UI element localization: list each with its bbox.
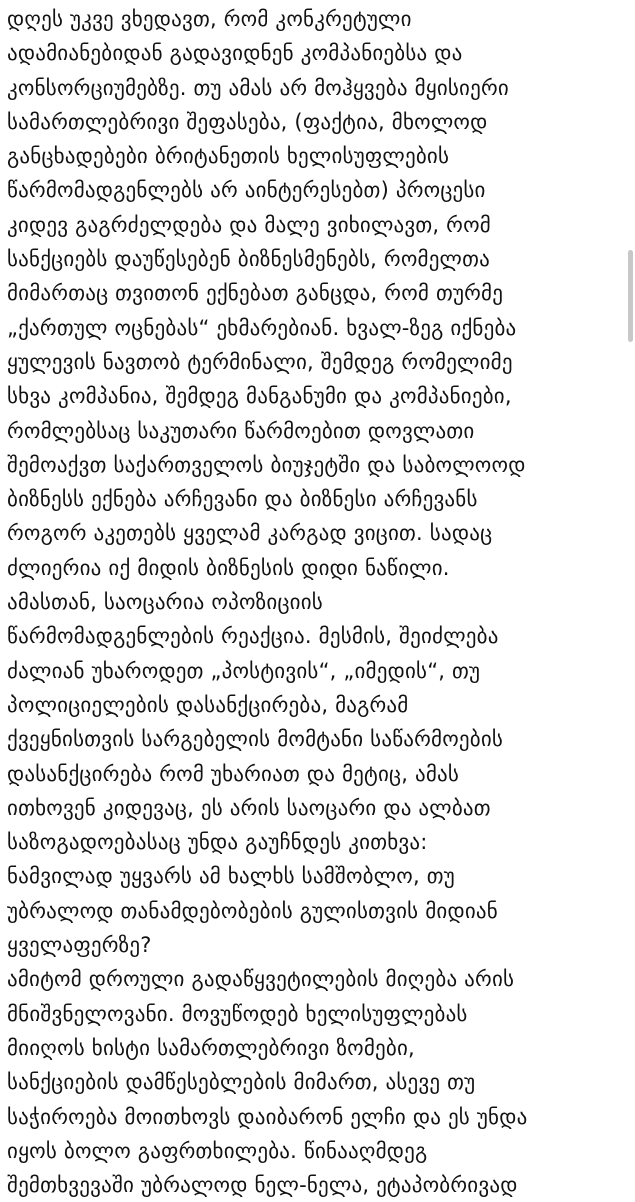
text-line: ამასთან, საოცარია ოპოზიციის [7, 590, 323, 615]
text-line: კონსორციუმებზე. თუ ამას არ მოჰყვება მყისიერი [7, 75, 509, 100]
text-line: ითხოვენ კიდევაც, ეს არის საოცარი და ალბათ [7, 795, 491, 820]
text-line: წარმომადგენლებს არ აინტერესებთ) პროცესი [7, 178, 486, 203]
text-line: სხვა კომპანია, შემდეგ მანგანუმი და კომპანიები, [7, 384, 512, 409]
text-line: ყველაფერზე? [7, 933, 152, 958]
text-line: სანქციებს დაუწესებენ ბიზნესმენებს, რომელთა [7, 247, 490, 272]
text-line: რომლებსაც საკუთარი წარმოებით დოვლათი [7, 418, 475, 443]
text-line: მნიშვნელოვანი. მოვუწოდებ ხელისუფლებას [7, 1001, 468, 1026]
text-line: საჭიროება მოითხოვს დაიბარონ ელჩი და ეს უნდა [7, 1104, 528, 1129]
text-line: იყოს ბოლო გაფრთხილება. წინააღმდეგ [7, 1138, 428, 1163]
text-line: საზოგადოებასაც უნდა გაუჩნდეს კითხვა: [7, 830, 428, 855]
text-line: „ქართულ ოცნებას“ ეხმარებიან. ხვალ-ზეგ იქნება [7, 315, 517, 340]
text-line: ბიზნესს ექნება არჩევანი და ბიზნესი არჩევანს [7, 487, 478, 512]
text-line: განცხადებები ბრიტანეთის ხელისუფლების [7, 144, 450, 169]
text-line: როგორ აკეთებს ყველამ კარგად ვიცით. სადაც [7, 521, 493, 546]
text-line: სანქციების დამწესებლების მიმართ, ასევე თუ [7, 1070, 476, 1095]
text-line: სამართლებრივი შეფასება, (ფაქტია, მხოლოდ [7, 109, 488, 134]
text-line: შემთხვევაში უბრალოდ ნელ-ნელა, ეტაპობრივად [7, 1173, 518, 1198]
text-line: დასანქცირება რომ უხარიათ და მეტიც, ამას [7, 761, 460, 786]
text-line: ძალიან უხაროდეთ „პოსტივის“, „იმედის“, თუ [7, 658, 481, 683]
article-text [7, 0, 627, 1202]
text-line: ქვეყნისთვის სარგებელის მომტანი საწარმოების [7, 727, 504, 752]
text-line: ადამიანებიდან გადავიდნენ კომპანიებსა და [7, 41, 463, 66]
text-line: ნამვილად უყვარს ამ ხალხს სამშობლო, თუ [7, 864, 455, 889]
text-line: ყულევის ნავთობ ტერმინალი, შემდეგ რომელიმე [7, 349, 513, 374]
text-line: დღეს უკვე ვხედავთ, რომ კონკრეტული [7, 7, 412, 31]
text-line: შემოაქვთ საქართველოს ბიუჯეტში და საბოლოოდ [7, 452, 526, 477]
text-line: პოლიციელების დასანქცირება, მაგრამ [7, 692, 409, 717]
text-line: ძლიერია იქ მიდის ბიზნესის დიდი ნაწილი. [7, 555, 450, 580]
text-line: უბრალოდ თანამდებობების გულისთვის მიდიან [7, 898, 498, 923]
text-line: ამიტომ დროული გადაწყვეტილების მიღება არის [7, 967, 515, 992]
scrollbar-thumb[interactable] [628, 250, 633, 342]
text-line: წარმომადგენლების რეაქცია. მესმის, შეიძლება [7, 624, 499, 649]
text-line: მიმართაც თვითონ ექნებათ განცდა, რომ თურმე [7, 281, 504, 306]
text-line: კიდევ გაგრძელდება და მალე ვიხილავთ, რომ [7, 212, 491, 237]
text-line: მიიღოს ხისტი სამართლებრივი ზომები, [7, 1035, 415, 1060]
